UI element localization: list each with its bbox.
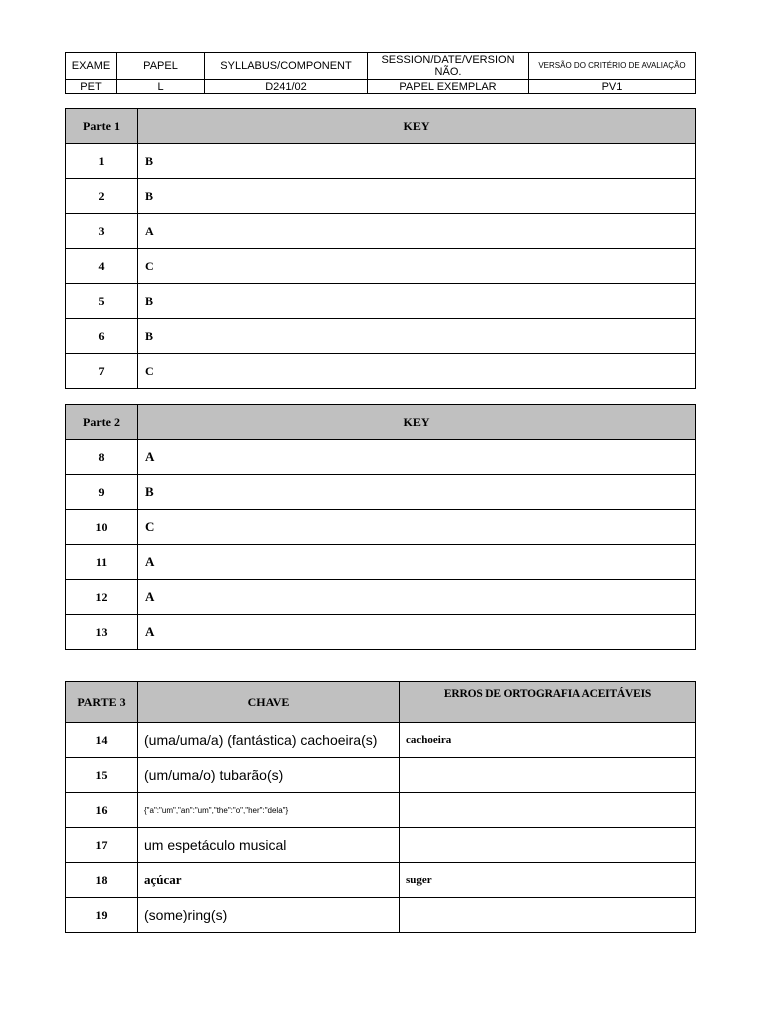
table-row	[66, 580, 696, 615]
question-number: 18	[66, 863, 138, 898]
answer: B	[138, 475, 696, 510]
question-number: 14	[66, 723, 138, 758]
answer: A	[138, 214, 696, 249]
header-exam-value: PET	[66, 80, 117, 94]
question-number: 16	[66, 793, 138, 828]
question-number: 6	[66, 319, 138, 354]
answer: um espetáculo musical	[138, 828, 400, 863]
header-session-label: SESSION/DATE/VERSION NÃO.	[368, 53, 529, 80]
answer: B	[138, 319, 696, 354]
question-number: 3	[66, 214, 138, 249]
header-paper-label: PAPEL	[117, 53, 205, 80]
answer: A	[138, 615, 696, 650]
part1-table	[65, 108, 696, 389]
question-number: 11	[66, 545, 138, 580]
answer: (um/uma/o) tubarão(s)	[138, 758, 400, 793]
table-row	[66, 793, 696, 828]
answer: A	[138, 440, 696, 475]
header-exam-label: EXAME	[66, 53, 117, 80]
answer: C	[138, 249, 696, 284]
part3-table	[65, 681, 696, 933]
answer: B	[138, 179, 696, 214]
question-number: 5	[66, 284, 138, 319]
answer: A	[138, 545, 696, 580]
part3-key-label: CHAVE	[138, 682, 400, 723]
answer: (uma/uma/a) (fantástica) cachoeira(s)	[138, 723, 400, 758]
accepted-spelling	[400, 793, 696, 828]
table-row	[66, 510, 696, 545]
question-number: 8	[66, 440, 138, 475]
part3-errors-label: ERROS DE ORTOGRAFIA ACEITÁVEIS	[400, 682, 696, 723]
part2-label: Parte 2	[66, 405, 138, 440]
table-row	[66, 615, 696, 650]
table-row	[66, 898, 696, 933]
table-row	[66, 284, 696, 319]
table-row	[66, 144, 696, 179]
question-number: 13	[66, 615, 138, 650]
header-syllabus-value: D241/02	[205, 80, 368, 94]
question-number: 10	[66, 510, 138, 545]
answer: {"a":"um","an":"um","the":"o","her":"dela"}	[138, 793, 400, 828]
header-syllabus-label: SYLLABUS/COMPONENT	[205, 53, 368, 80]
question-number: 2	[66, 179, 138, 214]
question-number: 1	[66, 144, 138, 179]
answer: (some)ring(s)	[138, 898, 400, 933]
table-row	[66, 249, 696, 284]
table-row	[66, 723, 696, 758]
accepted-spelling	[400, 758, 696, 793]
part2-key-label: KEY	[138, 405, 696, 440]
question-number: 12	[66, 580, 138, 615]
answer: açúcar	[138, 863, 400, 898]
question-number: 17	[66, 828, 138, 863]
question-number: 9	[66, 475, 138, 510]
answer: C	[138, 354, 696, 389]
table-row	[66, 179, 696, 214]
table-row	[66, 214, 696, 249]
header-paper-value: L	[117, 80, 205, 94]
part1-key-label: KEY	[138, 109, 696, 144]
part3-label: PARTE 3	[66, 682, 138, 723]
table-row	[66, 863, 696, 898]
question-number: 4	[66, 249, 138, 284]
question-number: 15	[66, 758, 138, 793]
header-table	[65, 52, 696, 94]
question-number: 19	[66, 898, 138, 933]
table-row	[66, 545, 696, 580]
table-row	[66, 828, 696, 863]
table-row	[66, 319, 696, 354]
header-session-value: PAPEL EXEMPLAR	[368, 80, 529, 94]
accepted-spelling	[400, 898, 696, 933]
header-version-value: PV1	[529, 80, 696, 94]
table-row	[66, 440, 696, 475]
answer: C	[138, 510, 696, 545]
header-version-label: VERSÃO DO CRITÉRIO DE AVALIAÇÃO	[529, 53, 696, 80]
answer: A	[138, 580, 696, 615]
accepted-spelling: suger	[400, 863, 696, 898]
answer: B	[138, 144, 696, 179]
accepted-spelling	[400, 828, 696, 863]
table-row	[66, 475, 696, 510]
question-number: 7	[66, 354, 138, 389]
accepted-spelling: cachoeira	[400, 723, 696, 758]
part1-label: Parte 1	[66, 109, 138, 144]
part2-table	[65, 404, 696, 650]
answer: B	[138, 284, 696, 319]
table-row	[66, 758, 696, 793]
table-row	[66, 354, 696, 389]
